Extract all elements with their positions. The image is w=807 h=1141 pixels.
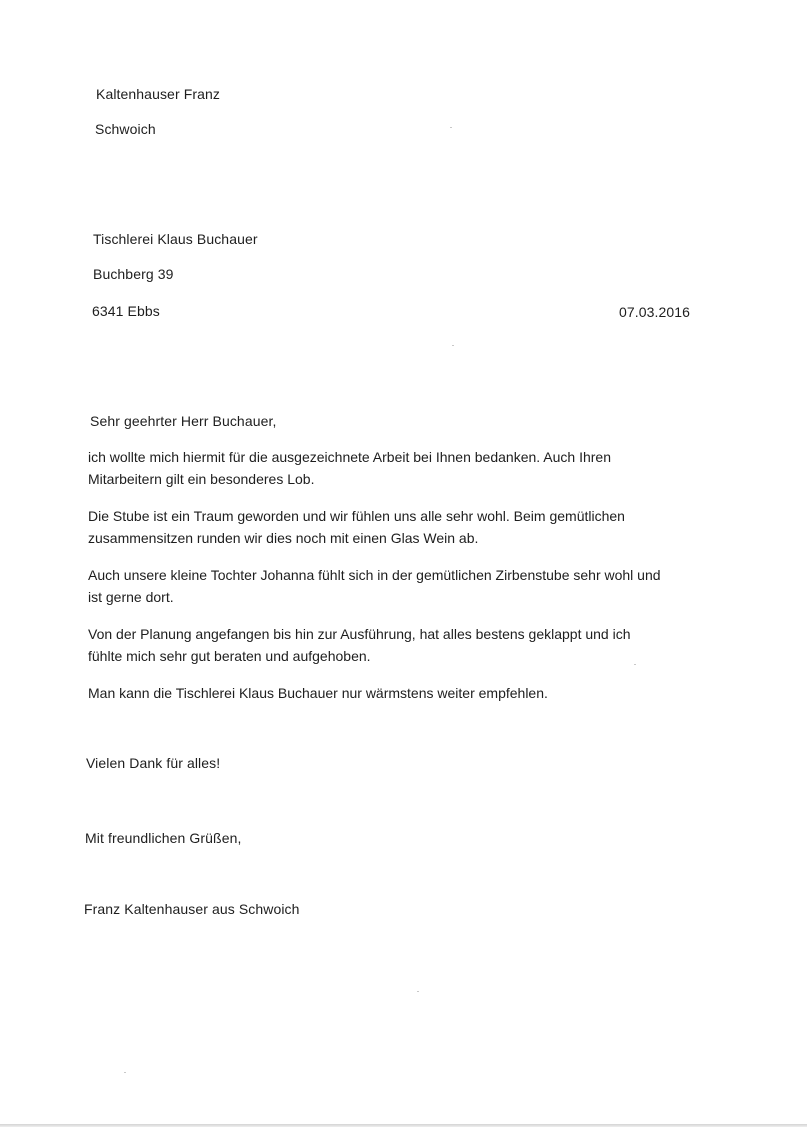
signature-line: Franz Kaltenhauser aus Schwoich	[84, 901, 300, 917]
recipient-street: Buchberg 39	[93, 266, 174, 282]
paragraph-line: zusammensitzen runden wir dies noch mit einen Glas Wein ab.	[88, 530, 479, 546]
letter-date: 07.03.2016	[619, 304, 691, 320]
paragraph-line: Von der Planung angefangen bis hin zur Ausführung, hat alles bestens geklappt und ich	[88, 626, 631, 642]
thanks-line: Vielen Dank für alles!	[86, 755, 221, 771]
paragraph-line: ich wollte mich hiermit für die ausgezeichnete Arbeit bei Ihnen bedanken. Auch Ihren	[88, 449, 611, 465]
body-paragraph-1	[88, 446, 728, 490]
paragraph-line: Die Stube ist ein Traum geworden und wir fühlen uns alle sehr wohl. Beim gemütlichen	[88, 508, 625, 524]
salutation: Sehr geehrter Herr Buchauer,	[90, 413, 277, 429]
sender-name: Kaltenhauser Franz	[96, 86, 220, 102]
body-paragraph-2	[88, 505, 728, 549]
paragraph-line: ist gerne dort.	[88, 589, 174, 605]
paragraph-line: Man kann die Tischlerei Klaus Buchauer nur wärmstens weiter empfehlen.	[88, 685, 548, 701]
paragraph-line: fühlte mich sehr gut beraten und aufgehoben.	[88, 648, 371, 664]
scan-speck	[452, 345, 454, 346]
recipient-city: 6341 Ebbs	[92, 303, 160, 319]
scan-speck	[417, 991, 419, 992]
closing-line: Mit freundlichen Grüßen,	[85, 830, 242, 846]
scan-speck	[450, 127, 452, 128]
page-bottom-edge	[0, 1124, 807, 1127]
body-paragraph-3	[88, 564, 728, 608]
body-paragraph-5	[88, 682, 728, 704]
body-paragraph-4	[88, 623, 728, 667]
scan-speck	[124, 1072, 126, 1073]
scan-speck	[634, 664, 636, 665]
paragraph-line: Mitarbeitern gilt ein besonderes Lob.	[88, 471, 315, 487]
recipient-company: Tischlerei Klaus Buchauer	[93, 231, 258, 247]
sender-place: Schwoich	[95, 121, 156, 137]
paragraph-line: Auch unsere kleine Tochter Johanna fühlt sich in der gemütlichen Zirbenstube sehr wohl und	[88, 567, 661, 583]
